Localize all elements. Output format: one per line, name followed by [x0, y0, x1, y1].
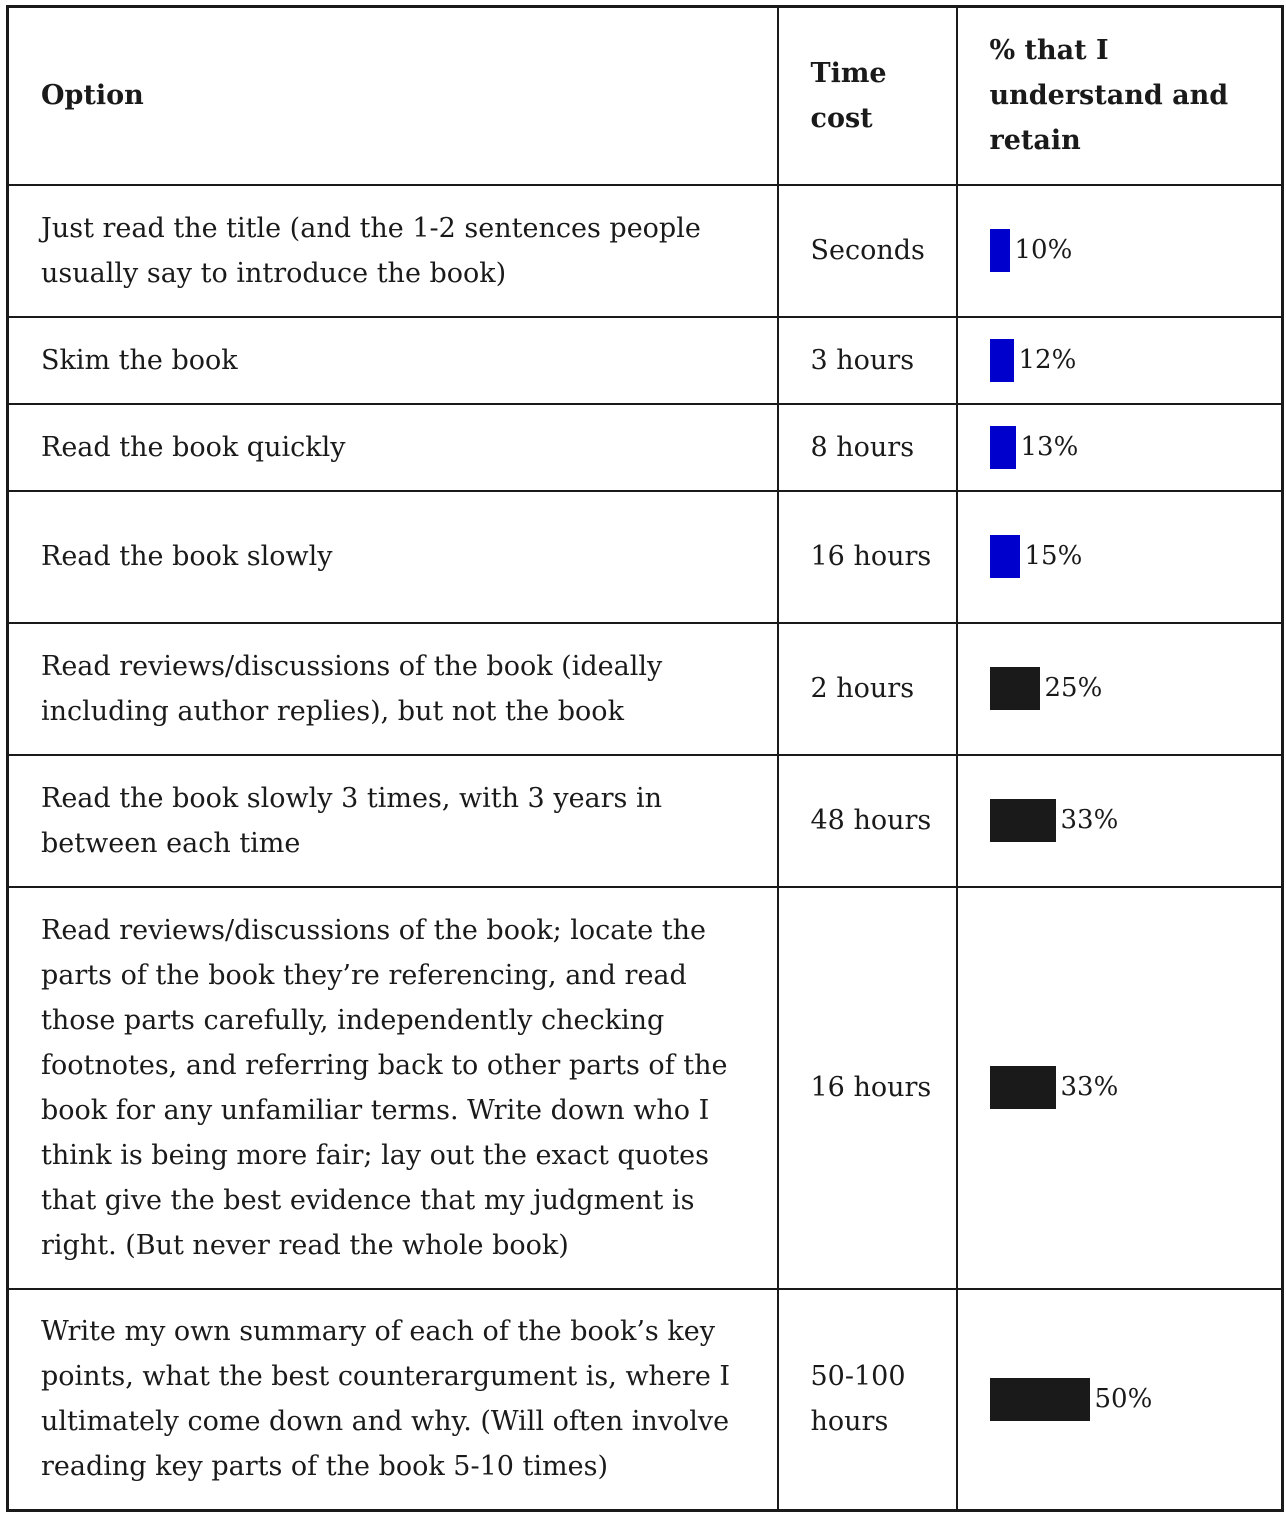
percent-bar-wrap: [990, 228, 1264, 273]
option-cell: Read the book slowly: [8, 491, 778, 623]
option-cell: Read reviews/discussions of the book (ideally including author replies), but not the book: [8, 623, 778, 755]
time-cost-cell: 2 hours: [778, 623, 957, 755]
table-row: [8, 404, 1283, 491]
option-cell: Read the book quickly: [8, 404, 778, 491]
percent-label: 50%: [1094, 1383, 1153, 1414]
time-cost-cell: 48 hours: [778, 755, 957, 887]
header-time-cost: Time cost: [778, 7, 957, 185]
percent-bar-wrap: [990, 534, 1264, 579]
option-cell: Read the book slowly 3 times, with 3 years in between each time: [8, 755, 778, 887]
percent-cell: [957, 1289, 1283, 1511]
percent-label: 15%: [1024, 541, 1083, 571]
table-row: [8, 755, 1283, 887]
percent-bar-wrap: [990, 425, 1264, 470]
table-row: [8, 317, 1283, 404]
percent-bar-wrap: [990, 666, 1264, 711]
table-row: [8, 623, 1283, 755]
percent-cell: [957, 185, 1283, 317]
time-cost-cell: 50-100 hours: [778, 1289, 957, 1511]
percent-bar-wrap: [990, 1377, 1264, 1422]
percent-cell: [957, 887, 1283, 1289]
percent-cell: [957, 491, 1283, 623]
percent-label: 12%: [1018, 344, 1077, 375]
percent-bar: [990, 1378, 1090, 1421]
table-row: [8, 491, 1283, 623]
time-cost-cell: 16 hours: [778, 491, 957, 623]
percent-bar: [990, 426, 1016, 469]
percent-cell: [957, 317, 1283, 404]
option-cell: Read reviews/discussions of the book; locate the parts of the book they’re referencing, and read those parts carefully, independently checking footnotes, and referring back to other parts of the book for any unfamiliar terms. Write down who I think is being more fair; lay out the exact quotes that give the best evidence that my judgment is right. (But never read the whole book): [8, 887, 778, 1289]
percent-bar: [990, 339, 1014, 382]
percent-bar: [990, 1066, 1056, 1109]
percent-label: 25%: [1044, 673, 1103, 703]
comparison-table: [6, 5, 1284, 1512]
option-cell: Skim the book: [8, 317, 778, 404]
option-cell: Just read the title (and the 1-2 sentences people usually say to introduce the book): [8, 185, 778, 317]
percent-bar: [990, 799, 1056, 842]
percent-bar-wrap: [990, 798, 1264, 843]
time-cost-cell: 3 hours: [778, 317, 957, 404]
time-cost-cell: 8 hours: [778, 404, 957, 491]
percent-bar: [990, 667, 1040, 710]
percent-cell: [957, 623, 1283, 755]
option-cell: Write my own summary of each of the book’s key points, what the best counterargument is, where I ultimately come down and why. (Will often involve reading key parts of the book 5-10 times): [8, 1289, 778, 1511]
table-row: [8, 1289, 1283, 1511]
header-percent: % that I understand and retain: [957, 7, 1283, 185]
percent-label: 13%: [1020, 431, 1079, 462]
percent-cell: [957, 755, 1283, 887]
time-cost-cell: Seconds: [778, 185, 957, 317]
percent-bar: [990, 229, 1010, 272]
header-option: Option: [8, 7, 778, 185]
header-row: [8, 7, 1283, 185]
time-cost-cell: 16 hours: [778, 887, 957, 1289]
percent-label: 33%: [1060, 805, 1119, 835]
percent-bar-wrap: [990, 1065, 1264, 1110]
percent-cell: [957, 404, 1283, 491]
table-row: [8, 887, 1283, 1289]
percent-bar-wrap: [990, 338, 1264, 383]
table-row: [8, 185, 1283, 317]
percent-bar: [990, 535, 1020, 578]
percent-label: 10%: [1014, 235, 1073, 265]
percent-label: 33%: [1060, 1072, 1119, 1102]
